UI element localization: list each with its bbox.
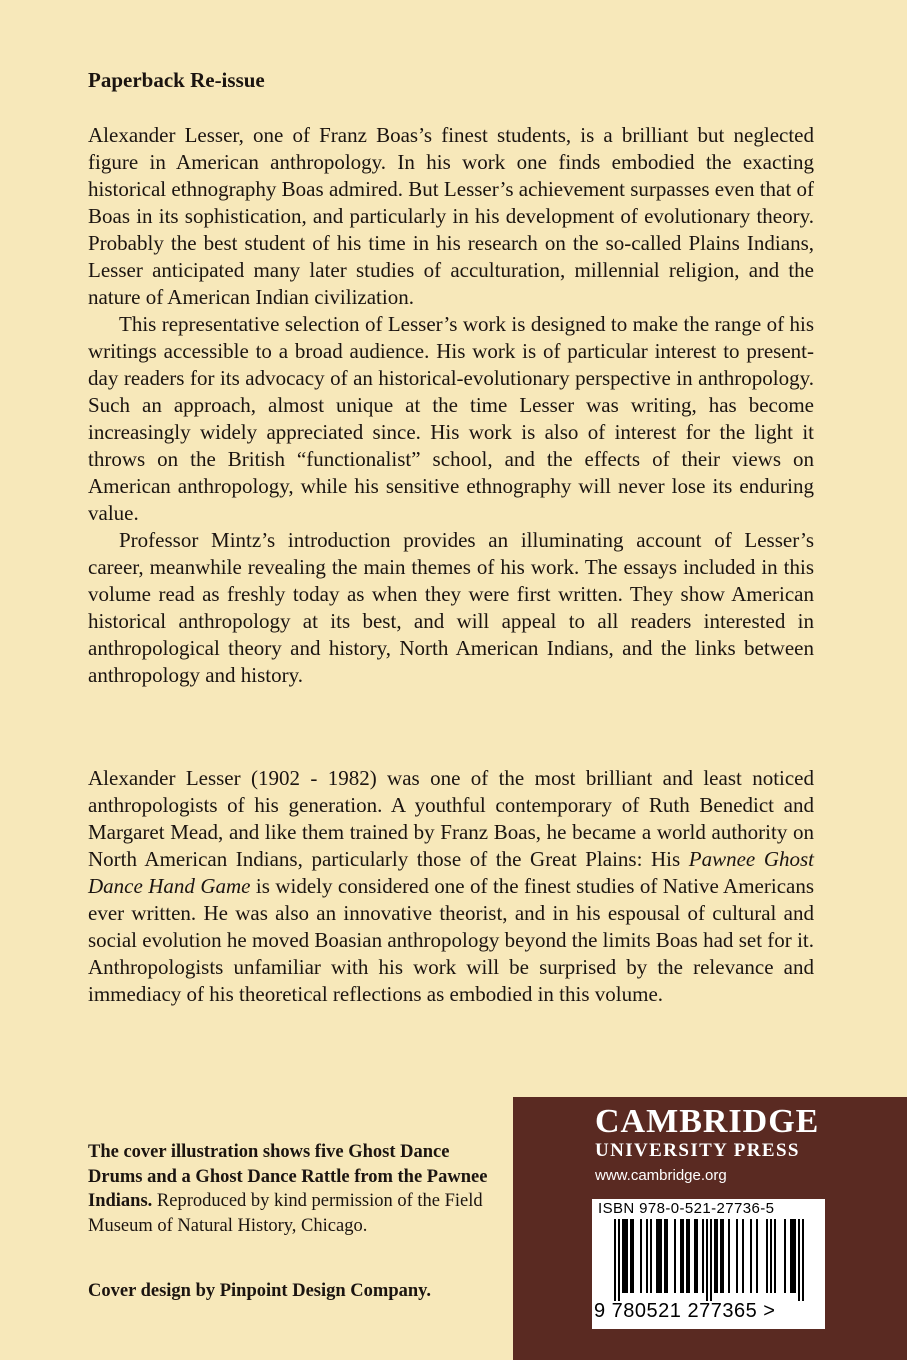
barcode-bar: [720, 1219, 722, 1293]
barcode-bar: [664, 1219, 666, 1293]
barcode-bar: [618, 1219, 620, 1301]
barcode-bar: [756, 1219, 758, 1293]
cover-illustration-note: [88, 1140, 498, 1238]
barcode-bar: [802, 1219, 804, 1301]
blurb-paragraph-2: This representative selection of Lesser’s work is designed to make the range of his writings accessible to a broad audience. His work is of particular interest to present-day readers for its advocacy of an historical-evolutionary perspective in anthropology. Such an approach, almost unique at the time Lesser was writing, has become increasingly widely appreciated since. His work is also of interest for the light it throws on the British “functionalist” school, and the effects of their views on American anthropology, while his sensitive ethnography will never lose its enduring value.: [88, 312, 814, 525]
barcode-bar: [766, 1219, 768, 1293]
barcode-bar: [680, 1219, 682, 1293]
barcode-bar: [716, 1219, 718, 1293]
publisher-panel: [513, 1097, 907, 1360]
publisher-subtitle: UNIVERSITY PRESS: [595, 1140, 800, 1161]
barcode-bar: [666, 1219, 668, 1293]
barcode-bar: [774, 1219, 776, 1293]
barcode-bar: [658, 1219, 660, 1293]
author-bio: [88, 765, 814, 1008]
bio-text-after: is widely considered one of the finest studies of Native Americans ever written. He was also an innovative theorist, and in his espousal of cultural and social evolution he moved Boasian anthropology beyond the limits Boas had set for it. Anthropologists unfamiliar with his work will be surprised by the relevance and immediacy of his theoretical reflections as embodied in this volume.: [88, 874, 815, 1006]
cover-design-credit: Cover design by Pinpoint Design Company.: [88, 1281, 431, 1301]
isbn-label: ISBN 978-0-521-27736-5: [598, 1200, 775, 1217]
cover-note-bold: The cover illustration shows five Ghost Dance Drums and a Ghost Dance Rattle from the Pawnee Indians.: [88, 1142, 488, 1211]
author-bio-paragraph: [88, 765, 814, 1008]
barcode-bar: [790, 1219, 792, 1293]
blurb-paragraph-3: Professor Mintz’s introduction provides an illuminating account of Lesser’s career, meanwhile revealing the main themes of his work. The essays included in this volume read as freshly today as when they were first written. They show American historical anthropology at its best, and will appeal to all readers interested in anthropological theory and history, North American Indians, and the links between anthropology and history.: [88, 528, 814, 687]
barcode-bar: [626, 1219, 628, 1293]
barcode-icon: [592, 1219, 825, 1301]
blurb: [88, 122, 814, 689]
barcode-bar: [630, 1219, 632, 1293]
barcode-bar: [696, 1219, 698, 1293]
barcode-bar: [710, 1219, 712, 1301]
barcode-bar: [686, 1219, 688, 1293]
barcode-bar: [624, 1219, 626, 1293]
barcode-bar: [728, 1219, 730, 1293]
barcode-digits: 9 780521 277365 >: [594, 1300, 776, 1322]
barcode-bar: [682, 1219, 684, 1293]
barcode-bar: [640, 1219, 642, 1293]
barcode-box: [592, 1199, 825, 1329]
barcode-bar: [794, 1219, 796, 1293]
book-title: Pawnee Ghost Dance Hand Game: [88, 847, 814, 898]
barcode-bar: [798, 1219, 800, 1301]
blurb-paragraph-1: Alexander Lesser, one of Franz Boas’s finest students, is a brilliant but neglected figure in American anthropology. In his work one finds embodied the exacting historical ethnography Boas admired. But Lesser’s achievement surpasses even that of Boas in its sophistication, and particularly in his development of evolutionary theory. Probably the best student of his time in his research on the so-called Plains Indians, Lesser anticipated many later studies of acculturation, millennial religion, and the nature of American Indian civilization.: [88, 123, 814, 309]
barcode-bar: [632, 1219, 634, 1293]
barcode-bar: [614, 1219, 616, 1301]
barcode-bar: [736, 1219, 738, 1293]
barcode-bar: [660, 1219, 662, 1293]
barcode-bar: [650, 1219, 652, 1293]
barcode-bar: [694, 1219, 696, 1293]
barcode-bar: [714, 1219, 716, 1293]
barcode-bar: [722, 1219, 724, 1293]
barcode-bar: [792, 1219, 794, 1293]
bio-text-before: Alexander Lesser (1902 - 1982) was one of the most brilliant and least noticed anthropologists of his generation. A youthful contemporary of Ruth Benedict and Margaret Mead, and like them trained by Franz Boas, he became a world authority on North American Indians, particularly those of the Great Plains: His: [88, 766, 814, 871]
barcode-bar: [770, 1219, 772, 1293]
publisher-name: CAMBRIDGE: [595, 1103, 820, 1140]
cover-note-regular: Reproduced by kind permission of the Field Museum of Natural History, Chicago.: [88, 1191, 483, 1236]
barcode-bar: [646, 1219, 648, 1293]
barcode-bar: [702, 1219, 704, 1293]
barcode-bar: [688, 1219, 690, 1293]
barcode-bar: [742, 1219, 744, 1293]
barcode-bar: [750, 1219, 752, 1293]
barcode-bar: [784, 1219, 786, 1293]
heading: Paperback Re-issue: [88, 68, 265, 92]
barcode-bar: [674, 1219, 676, 1293]
barcode-bar: [622, 1219, 624, 1293]
barcode-bar: [656, 1219, 658, 1293]
publisher-website: www.cambridge.org: [595, 1167, 727, 1184]
barcode-bar: [706, 1219, 708, 1301]
